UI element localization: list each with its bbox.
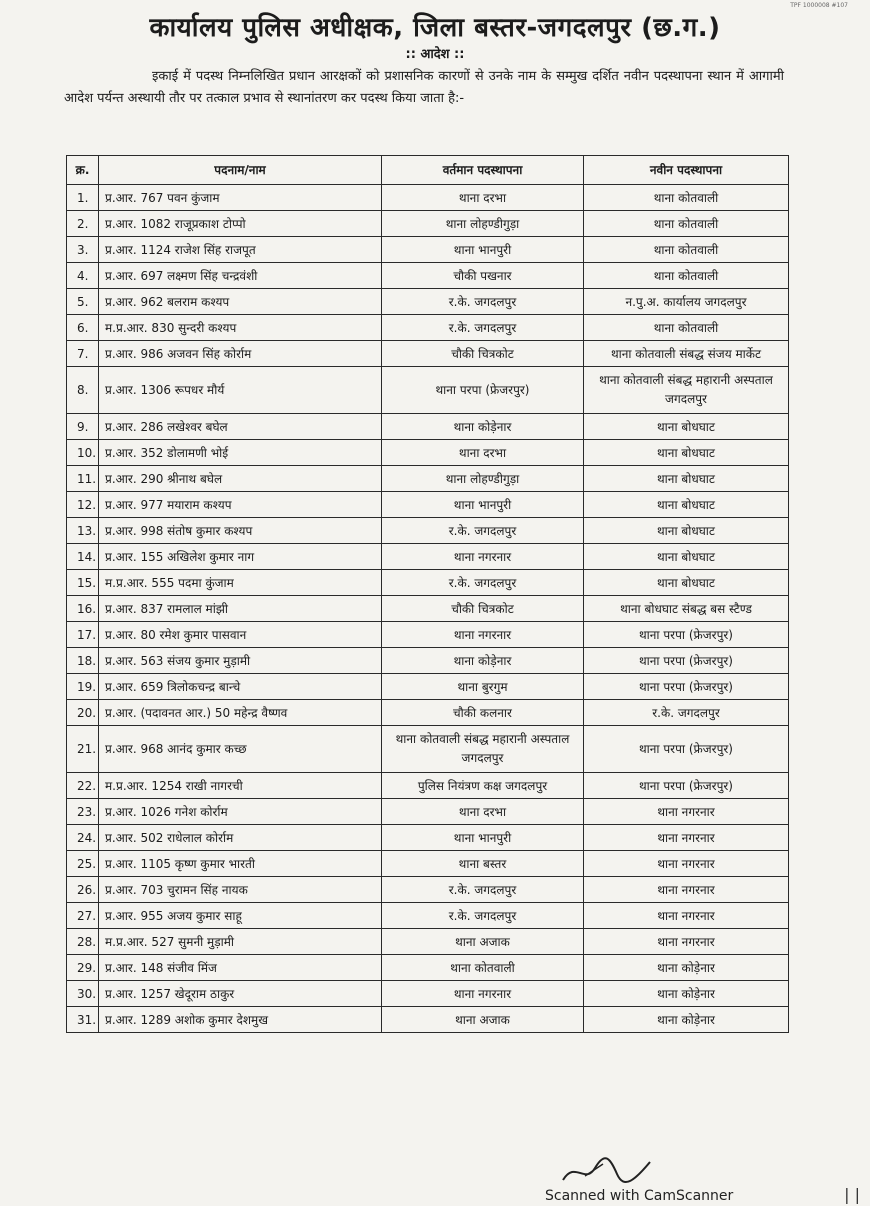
cell-serial: 19. <box>67 674 99 700</box>
cell-name: प्र.आर. 352 डोलामणी भोई <box>99 440 382 466</box>
table-row <box>67 955 789 981</box>
cell-current-posting: चौकी कलनार <box>382 700 584 726</box>
cell-new-posting: थाना कोतवाली संबद्ध संजय मार्केट <box>584 341 789 367</box>
cell-new-posting: थाना बोधघाट <box>584 518 789 544</box>
column-header-new-posting: नवीन पदस्थापना <box>584 156 789 185</box>
table-row <box>67 1007 789 1033</box>
cell-serial: 1. <box>67 185 99 211</box>
cell-new-posting: थाना कोड़ेनार <box>584 1007 789 1033</box>
corner-note: TPF 1000008 #107 <box>790 2 848 9</box>
table-row <box>67 799 789 825</box>
cell-new-posting: थाना परपा (फ्रेजरपुर) <box>584 622 789 648</box>
cell-new-posting: थाना कोड़ेनार <box>584 955 789 981</box>
cell-serial: 3. <box>67 237 99 263</box>
cell-new-posting: थाना परपा (फ्रेजरपुर) <box>584 726 789 773</box>
cell-serial: 14. <box>67 544 99 570</box>
signature-mark <box>555 1150 655 1190</box>
cell-name: प्र.आर. 968 आनंद कुमार कच्छ <box>99 726 382 773</box>
cell-name: प्र.आर. 1306 रूपधर मौर्य <box>99 367 382 414</box>
cell-name: म.प्र.आर. 830 सुन्दरी कश्यप <box>99 315 382 341</box>
cell-serial: 20. <box>67 700 99 726</box>
cell-new-posting: थाना कोतवाली संबद्ध महारानी अस्पताल जगदलपुर <box>584 367 789 414</box>
table-row <box>67 237 789 263</box>
cell-current-posting: थाना कोतवाली संबद्ध महारानी अस्पताल जगदलपुर <box>382 726 584 773</box>
cell-new-posting: थाना कोतवाली <box>584 185 789 211</box>
cell-name: प्र.आर. 286 लखेश्वर बघेल <box>99 414 382 440</box>
cell-current-posting: र.के. जगदलपुर <box>382 518 584 544</box>
cell-new-posting: थाना नगरनार <box>584 825 789 851</box>
table-row <box>67 570 789 596</box>
cell-serial: 8. <box>67 367 99 414</box>
cell-name: प्र.आर. 1289 अशोक कुमार देशमुख <box>99 1007 382 1033</box>
cell-name: प्र.आर. 697 लक्ष्मण सिंह चन्द्रवंशी <box>99 263 382 289</box>
table-row <box>67 466 789 492</box>
cell-name: प्र.आर. 986 अजवन सिंह कोर्राम <box>99 341 382 367</box>
scanner-watermark: Scanned with CamScanner <box>545 1188 734 1204</box>
edge-marks: | | <box>844 1185 860 1204</box>
cell-serial: 5. <box>67 289 99 315</box>
cell-current-posting: र.के. जगदलपुर <box>382 315 584 341</box>
cell-new-posting: थाना नगरनार <box>584 851 789 877</box>
cell-new-posting: थाना बोधघाट <box>584 492 789 518</box>
cell-current-posting: थाना परपा (फ्रेजरपुर) <box>382 367 584 414</box>
table-row <box>67 440 789 466</box>
column-header-current-posting: वर्तमान पदस्थापना <box>382 156 584 185</box>
cell-new-posting: थाना बोधघाट संबद्ध बस स्टैण्ड <box>584 596 789 622</box>
cell-current-posting: थाना नगरनार <box>382 544 584 570</box>
cell-new-posting: थाना कोतवाली <box>584 315 789 341</box>
cell-new-posting: थाना परपा (फ्रेजरपुर) <box>584 648 789 674</box>
cell-serial: 16. <box>67 596 99 622</box>
cell-new-posting: थाना बोधघाट <box>584 570 789 596</box>
cell-name: प्र.आर. 155 अखिलेश कुमार नाग <box>99 544 382 570</box>
cell-new-posting: र.के. जगदलपुर <box>584 700 789 726</box>
cell-name: प्र.आर. 1082 राजूप्रकाश टोप्पो <box>99 211 382 237</box>
cell-current-posting: थाना कोतवाली <box>382 955 584 981</box>
cell-new-posting: न.पु.अ. कार्यालय जगदलपुर <box>584 289 789 315</box>
table-row <box>67 544 789 570</box>
cell-name: प्र.आर. 1257 खेदूराम ठाकुर <box>99 981 382 1007</box>
cell-current-posting: पुलिस नियंत्रण कक्ष जगदलपुर <box>382 773 584 799</box>
cell-name: प्र.आर. 998 संतोष कुमार कश्यप <box>99 518 382 544</box>
cell-serial: 6. <box>67 315 99 341</box>
cell-current-posting: र.के. जगदलपुर <box>382 289 584 315</box>
table-row <box>67 367 789 414</box>
cell-name: म.प्र.आर. 1254 राखी नागरची <box>99 773 382 799</box>
cell-serial: 26. <box>67 877 99 903</box>
cell-current-posting: थाना अजाक <box>382 1007 584 1033</box>
cell-new-posting: थाना नगरनार <box>584 877 789 903</box>
cell-current-posting: थाना दरभा <box>382 185 584 211</box>
cell-name: प्र.आर. 80 रमेश कुमार पासवान <box>99 622 382 648</box>
cell-name: प्र.आर. 1026 गनेश कोर्राम <box>99 799 382 825</box>
cell-current-posting: चौकी चित्रकोट <box>382 596 584 622</box>
cell-serial: 25. <box>67 851 99 877</box>
cell-serial: 15. <box>67 570 99 596</box>
column-header-name: पदनाम/नाम <box>99 156 382 185</box>
cell-current-posting: र.के. जगदलपुर <box>382 877 584 903</box>
cell-new-posting: थाना नगरनार <box>584 799 789 825</box>
cell-name: प्र.आर. 837 रामलाल मांझी <box>99 596 382 622</box>
cell-current-posting: थाना दरभा <box>382 799 584 825</box>
cell-serial: 12. <box>67 492 99 518</box>
cell-new-posting: थाना बोधघाट <box>584 544 789 570</box>
cell-current-posting: थाना नगरनार <box>382 981 584 1007</box>
cell-serial: 10. <box>67 440 99 466</box>
table-row <box>67 981 789 1007</box>
cell-serial: 27. <box>67 903 99 929</box>
cell-new-posting: थाना नगरनार <box>584 929 789 955</box>
cell-current-posting: थाना नगरनार <box>382 622 584 648</box>
table-row <box>67 414 789 440</box>
cell-name: म.प्र.आर. 527 सुमनी मुड़ामी <box>99 929 382 955</box>
cell-current-posting: चौकी पखनार <box>382 263 584 289</box>
cell-name: प्र.आर. 977 मयाराम कश्यप <box>99 492 382 518</box>
table-row <box>67 185 789 211</box>
order-heading: :: आदेश :: <box>405 47 465 62</box>
table-row <box>67 315 789 341</box>
cell-new-posting: थाना कोड़ेनार <box>584 981 789 1007</box>
table-row <box>67 622 789 648</box>
cell-serial: 21. <box>67 726 99 773</box>
cell-serial: 29. <box>67 955 99 981</box>
cell-new-posting: थाना बोधघाट <box>584 466 789 492</box>
cell-name: प्र.आर. 767 पवन कुंजाम <box>99 185 382 211</box>
cell-name: प्र.आर. 563 संजय कुमार मुड़ामी <box>99 648 382 674</box>
order-intro-paragraph: इकाई में पदस्थ निम्नलिखित प्रधान आरक्षकों को प्रशासनिक कारणों से उनके नाम के सम्मुख दर्शित नवीन पदस्थापना स्थान में आगामी आदेश पर्यन्त अस्थायी तौर पर तत्काल प्रभाव से स्थानांतरण कर पदस्थ किया जाता है:- <box>64 69 784 106</box>
cell-serial: 18. <box>67 648 99 674</box>
table-row <box>67 929 789 955</box>
cell-serial: 23. <box>67 799 99 825</box>
table-row <box>67 518 789 544</box>
column-header-serial: क्र. <box>67 156 99 185</box>
table-header-row <box>67 156 789 185</box>
office-title: कार्यालय पुलिस अधीक्षक, जिला बस्तर-जगदलपुर (छ.ग.) <box>149 13 721 43</box>
cell-serial: 4. <box>67 263 99 289</box>
cell-serial: 2. <box>67 211 99 237</box>
cell-name: म.प्र.आर. 555 पदमा कुंजाम <box>99 570 382 596</box>
table-row <box>67 825 789 851</box>
table-row <box>67 877 789 903</box>
cell-current-posting: थाना कोड़ेनार <box>382 648 584 674</box>
cell-current-posting: थाना लोहण्डीगुड़ा <box>382 466 584 492</box>
cell-new-posting: थाना कोतवाली <box>584 211 789 237</box>
cell-serial: 28. <box>67 929 99 955</box>
transfer-table <box>66 155 789 1033</box>
cell-current-posting: थाना भानपुरी <box>382 492 584 518</box>
cell-new-posting: थाना कोतवाली <box>584 263 789 289</box>
table-row <box>67 263 789 289</box>
cell-current-posting: र.के. जगदलपुर <box>382 903 584 929</box>
cell-serial: 17. <box>67 622 99 648</box>
cell-name: प्र.आर. 290 श्रीनाथ बघेल <box>99 466 382 492</box>
cell-name: प्र.आर. 659 त्रिलोकचन्द्र बान्चे <box>99 674 382 700</box>
table-row <box>67 726 789 773</box>
table-row <box>67 851 789 877</box>
cell-new-posting: थाना परपा (फ्रेजरपुर) <box>584 674 789 700</box>
table-row <box>67 700 789 726</box>
cell-serial: 11. <box>67 466 99 492</box>
cell-serial: 9. <box>67 414 99 440</box>
cell-new-posting: थाना नगरनार <box>584 903 789 929</box>
cell-serial: 31. <box>67 1007 99 1033</box>
cell-current-posting: थाना भानपुरी <box>382 825 584 851</box>
cell-new-posting: थाना बोधघाट <box>584 440 789 466</box>
table-row <box>67 289 789 315</box>
cell-name: प्र.आर. 502 राधेलाल कोर्राम <box>99 825 382 851</box>
cell-name: प्र.आर. 955 अजय कुमार साहू <box>99 903 382 929</box>
cell-serial: 13. <box>67 518 99 544</box>
cell-current-posting: र.के. जगदलपुर <box>382 570 584 596</box>
cell-current-posting: थाना अजाक <box>382 929 584 955</box>
cell-serial: 7. <box>67 341 99 367</box>
cell-serial: 30. <box>67 981 99 1007</box>
cell-name: प्र.आर. 1105 कृष्ण कुमार भारती <box>99 851 382 877</box>
cell-serial: 24. <box>67 825 99 851</box>
table-row <box>67 596 789 622</box>
cell-current-posting: थाना कोड़ेनार <box>382 414 584 440</box>
table-row <box>67 341 789 367</box>
cell-name: प्र.आर. 1124 राजेश सिंह राजपूत <box>99 237 382 263</box>
table-row <box>67 674 789 700</box>
cell-new-posting: थाना बोधघाट <box>584 414 789 440</box>
table-row <box>67 492 789 518</box>
cell-current-posting: थाना दरभा <box>382 440 584 466</box>
cell-current-posting: चौकी चित्रकोट <box>382 341 584 367</box>
table-row <box>67 211 789 237</box>
cell-name: प्र.आर. (पदावनत आर.) 50 महेन्द्र वैष्णव <box>99 700 382 726</box>
table-row <box>67 648 789 674</box>
cell-current-posting: थाना बस्तर <box>382 851 584 877</box>
cell-current-posting: थाना लोहण्डीगुड़ा <box>382 211 584 237</box>
cell-new-posting: थाना कोतवाली <box>584 237 789 263</box>
cell-name: प्र.आर. 962 बलराम कश्यप <box>99 289 382 315</box>
cell-serial: 22. <box>67 773 99 799</box>
cell-name: प्र.आर. 703 चुरामन सिंह नायक <box>99 877 382 903</box>
cell-current-posting: थाना भानपुरी <box>382 237 584 263</box>
table-row <box>67 773 789 799</box>
table-row <box>67 903 789 929</box>
cell-new-posting: थाना परपा (फ्रेजरपुर) <box>584 773 789 799</box>
cell-name: प्र.आर. 148 संजीव मिंज <box>99 955 382 981</box>
cell-current-posting: थाना बुरगुम <box>382 674 584 700</box>
